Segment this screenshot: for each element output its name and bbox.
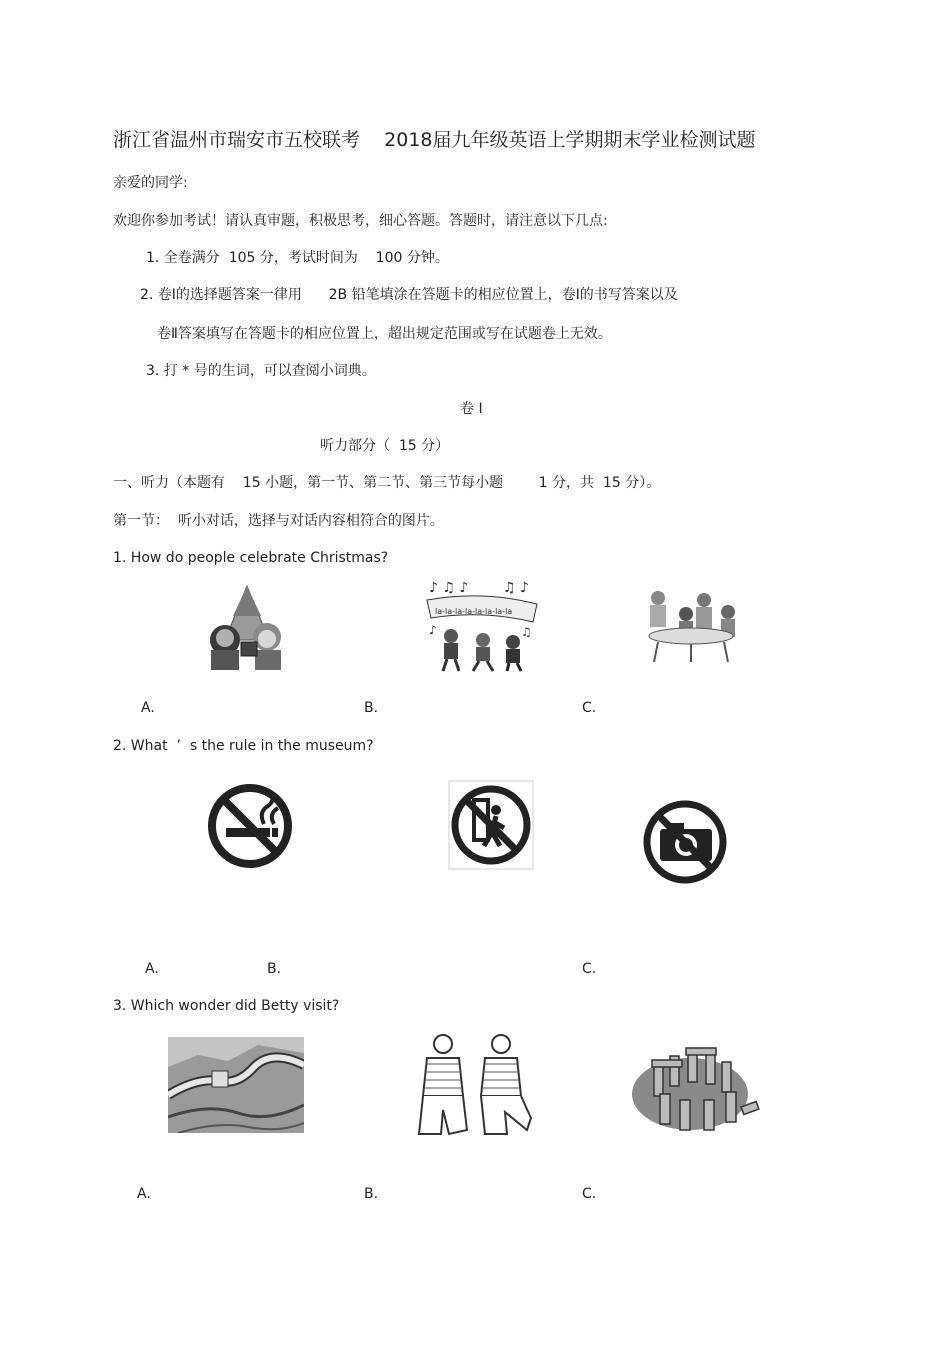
q1-option-a-label: A. [141, 700, 155, 716]
svg-text:♪: ♪ [429, 623, 437, 637]
section-one-heading: 一、听力（本题有 15 小题，第一节、第二节、第三节每小题 1 分，共 15 分）。 [113, 475, 661, 491]
note-1: 1. 全卷满分 105 分，考试时间为 100 分钟。 [146, 250, 449, 266]
banner-lyrics: la-la-la-la-la-la-la-la [435, 607, 513, 616]
svg-text:♪ ♫ ♪: ♪ ♫ ♪ [429, 580, 469, 596]
singing-carols-picture [423, 578, 541, 673]
svg-text:♫: ♫ [521, 625, 532, 639]
great-wall-picture [168, 1037, 304, 1133]
question-3: 3. Which wonder did Betty visit? [113, 998, 340, 1014]
note-3: 3. 打 * 号的生词，可以查阅小词典。 [146, 363, 376, 379]
terracotta-warriors-picture [415, 1030, 535, 1140]
no-smoking-sign [206, 782, 294, 870]
note-2: 2. 卷Ⅰ的选择题答案一律用 2B 铅笔填涂在答题卡的相应位置上，卷Ⅰ的书写答案以及 [140, 287, 678, 303]
q1-option-b-label: B. [364, 700, 379, 716]
q3-option-a-label: A. [137, 1186, 151, 1202]
christmas-gift-picture [205, 582, 290, 672]
q2-option-c-label: C. [582, 961, 597, 977]
page-title: 浙江省温州市瑞安市五校联考 2018届九年级英语上学期期末学业检测试题 [113, 129, 756, 151]
q2-option-b-label: B. [267, 961, 282, 977]
subsection-one-heading: 第一节： 听小对话，选择与对话内容相符合的图片。 [113, 513, 444, 529]
no-photography-sign [640, 799, 730, 885]
note-2-cont: 卷Ⅱ答案填写在答题卡的相应位置上，超出规定范围或写在试题卷上无效。 [157, 326, 612, 342]
volume-heading: 卷 I [460, 401, 483, 417]
question-1: 1. How do people celebrate Christmas? [113, 550, 389, 566]
q3-option-b-label: B. [364, 1186, 379, 1202]
intro: 欢迎你参加考试！请认真审题，积极思考，细心答题。答题时，请注意以下几点: [113, 213, 608, 229]
family-dinner-picture [638, 586, 744, 664]
q1-option-c-label: C. [582, 700, 597, 716]
no-entry-sign [448, 780, 534, 870]
greeting: 亲爱的同学: [113, 175, 188, 191]
svg-text:♫ ♪: ♫ ♪ [503, 580, 529, 596]
q3-option-c-label: C. [582, 1186, 597, 1202]
q2-option-a-label: A. [145, 961, 159, 977]
question-2: 2. What ’ s the rule in the museum? [113, 738, 374, 754]
stonehenge-picture [630, 1044, 764, 1134]
listening-part-heading: 听力部分（ 15 分） [320, 438, 450, 454]
